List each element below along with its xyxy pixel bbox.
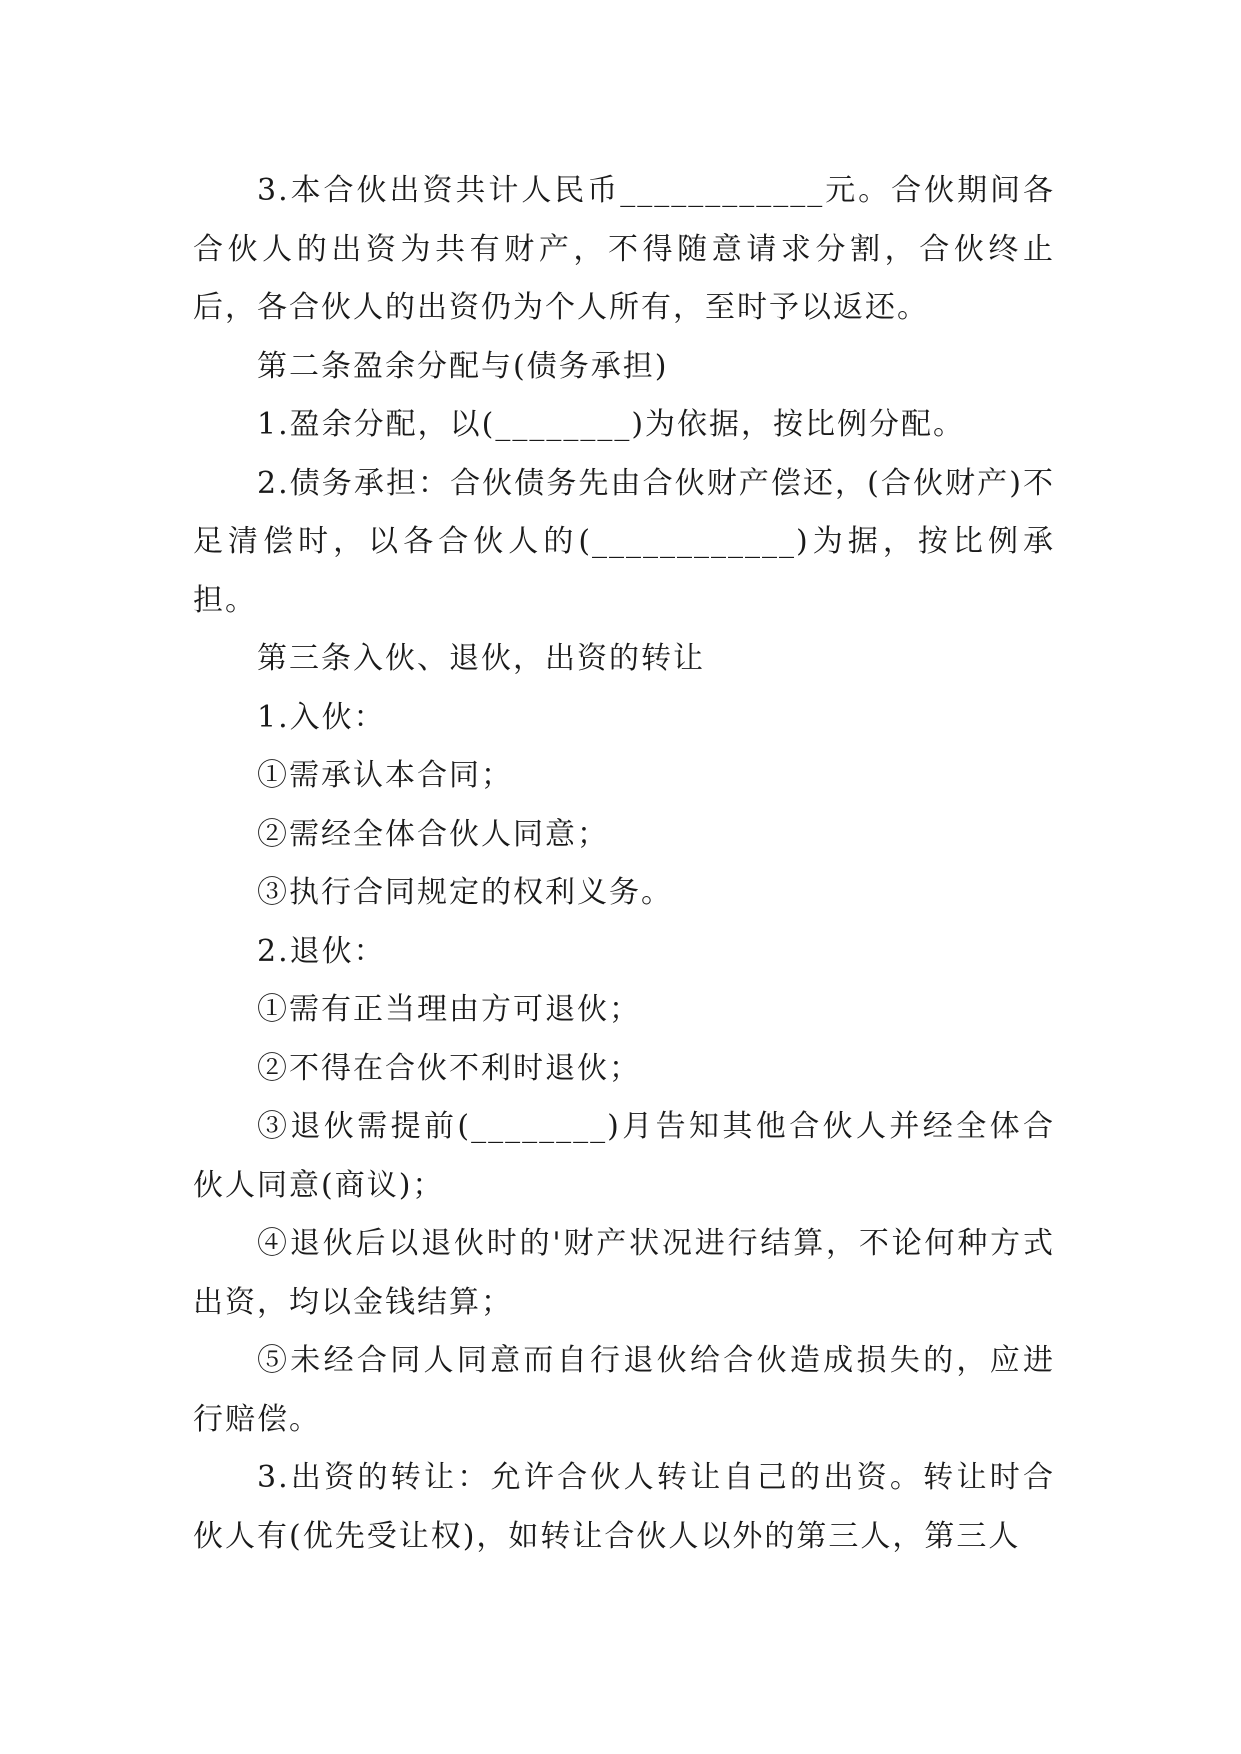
paragraph-joining: 1.入伙： xyxy=(257,699,386,735)
document-body xyxy=(193,162,1055,1566)
paragraph-debt-bearing: 2.债务承担：合伙债务先由合伙财产偿还，(合伙财产)不足清偿时，以各合伙人的(____________)为据，按比例承担。 xyxy=(193,465,1055,618)
list-item-joining-3: ③执行合同规定的权利义务。 xyxy=(257,875,673,910)
list-item-withdrawal-4: ④退伙后以退伙时的'财产状况进行结算，不论何种方式出资，均以金钱结算； xyxy=(193,1226,1055,1320)
paragraph-withdrawal: 2.退伙： xyxy=(257,933,386,969)
list-item-withdrawal-1: ①需有正当理由方可退伙； xyxy=(257,992,641,1027)
paragraph-capital-transfer: 3.出资的转让：允许合伙人转让自己的出资。转让时合伙人有(优先受让权)，如转让合伙人以外的第三人，第三人 xyxy=(193,1460,1055,1554)
paragraph-capital-total: 3.本合伙出资共计人民币____________元。合伙期间各合伙人的出资为共有财产，不得随意请求分割，合伙终止后，各合伙人的出资仍为个人所有，至时予以返还。 xyxy=(193,173,1055,325)
heading-article-3: 第三条入伙、退伙，出资的转让 xyxy=(257,641,705,676)
list-item-withdrawal-5: ⑤未经合同人同意而自行退伙给合伙造成损失的，应进行赔偿。 xyxy=(193,1343,1055,1437)
list-item-joining-2: ②需经全体合伙人同意； xyxy=(257,816,609,852)
list-item-joining-1: ①需承认本合同； xyxy=(257,758,513,793)
heading-article-2: 第二条盈余分配与(债务承担) xyxy=(257,348,669,384)
list-item-withdrawal-3: ③退伙需提前(________)月告知其他合伙人并经全体合伙人同意(商议)； xyxy=(193,1109,1055,1203)
paragraph-profit-distribution: 1.盈余分配，以(________)为依据，按比例分配。 xyxy=(257,407,966,442)
list-item-withdrawal-2: ②不得在合伙不利时退伙； xyxy=(257,1050,641,1086)
